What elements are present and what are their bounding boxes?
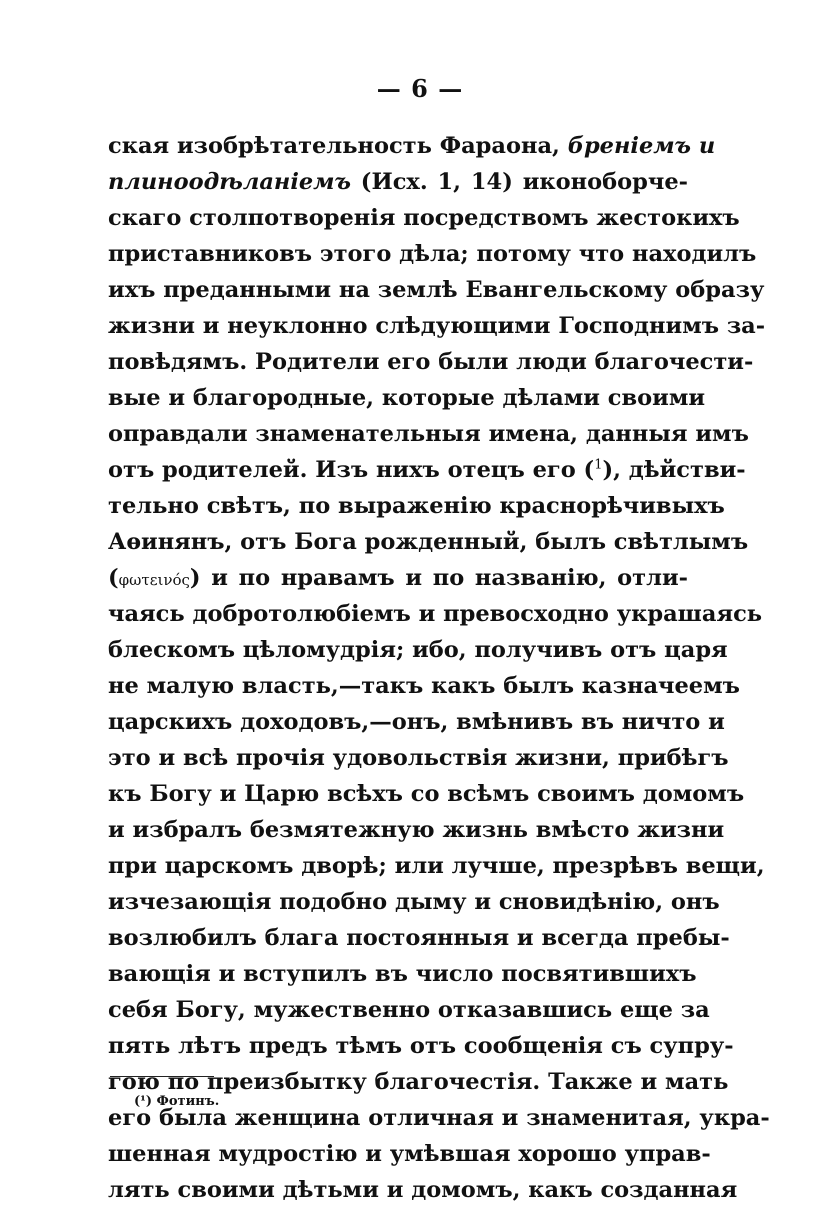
text-line — [108, 200, 740, 236]
text-line — [108, 560, 688, 596]
text-segment: приставниковъ этого дѣла; потому что находилъ — [108, 241, 757, 267]
text-line — [108, 848, 765, 884]
text-line — [108, 416, 749, 452]
text-segment: не малую власть,—такъ какъ былъ казначеемъ — [108, 673, 740, 699]
text-line — [108, 236, 757, 272]
text-segment: ), дѣйстви- — [602, 457, 746, 483]
text-line — [108, 704, 725, 740]
text-segment: бреніемъ и — [567, 133, 716, 159]
text-segment: Аѳинянъ, отъ Бога рожденный, былъ свѣтлымъ — [108, 529, 749, 555]
text-line — [108, 812, 725, 848]
text-segment: ихъ преданными на землѣ Евангельскому образу — [108, 277, 765, 303]
text-line — [108, 1172, 738, 1208]
text-segment: чаясь добротолюбіемъ и превосходно украшаясь — [108, 601, 763, 627]
text-segment: изчезающія подобно дыму и сновидѣнію, онъ — [108, 889, 720, 915]
text-line — [108, 452, 746, 488]
body-text — [108, 128, 770, 1208]
text-segment: скаго столпотворенія посредствомъ жестокихъ — [108, 205, 740, 231]
text-segment: при царскомъ дворѣ; или лучше, презрѣвъ вещи, — [108, 853, 765, 879]
text-segment: блескомъ цѣломудрія; ибо, получивъ отъ царя — [108, 637, 728, 663]
text-segment: отъ родителей. Изъ нихъ отецъ его ( — [108, 457, 595, 483]
text-segment: плиноодѣланіемъ — [108, 169, 351, 195]
text-segment: ская изобрѣтательность Фараона, — [108, 133, 568, 159]
text-segment: себя Богу, мужественно отказавшись еще за — [108, 997, 710, 1023]
text-line — [108, 596, 763, 632]
text-line — [108, 920, 730, 956]
text-segment: его была женщина отличная и знаменитая, укра- — [108, 1105, 770, 1131]
text-segment: гою по преизбытку благочестія. Также и мать — [108, 1069, 729, 1095]
text-segment: повѣдямъ. Родители его были люди благочести- — [108, 349, 754, 375]
text-line — [108, 740, 729, 776]
text-segment: шенная мудростію и умѣвшая хорошо управ- — [108, 1141, 711, 1167]
text-line — [108, 308, 766, 344]
text-segment: лять своими дѣтьми и домомъ, какъ созданная — [108, 1177, 738, 1203]
text-segment: тельно свѣтъ, по выраженію краснорѣчивыхъ — [108, 493, 725, 519]
text-line — [108, 668, 740, 704]
text-line — [108, 128, 716, 164]
text-segment: ( — [108, 565, 119, 591]
text-segment: оправдали знаменательныя имена, данныя имъ — [108, 421, 749, 447]
text-line — [108, 344, 754, 380]
text-line — [108, 1028, 734, 1064]
page-number: — 6 — — [376, 74, 464, 103]
text-line — [108, 992, 710, 1028]
text-segment: это и всѣ прочія удовольствія жизни, прибѣгъ — [108, 745, 729, 771]
text-line — [108, 488, 725, 524]
text-segment: пять лѣтъ предъ тѣмъ отъ сообщенія съ супру- — [108, 1033, 734, 1059]
text-line — [108, 380, 706, 416]
text-line — [108, 884, 720, 920]
text-line — [108, 272, 765, 308]
text-segment: вающія и вступилъ въ число посвятившихъ — [108, 961, 697, 987]
text-segment: (Исх. 1, 14) иконоборче- — [350, 169, 688, 195]
text-segment: φωτεινός — [118, 571, 190, 589]
footnote: (¹) Фотинъ. — [134, 1094, 220, 1109]
text-line — [108, 1136, 711, 1172]
text-segment: ) и по нравамъ и по названію, отли- — [189, 565, 688, 591]
text-line — [108, 956, 697, 992]
footnote-divider — [110, 1076, 214, 1077]
text-segment: жизни и неуклонно слѣдующими Господнимъ за- — [108, 313, 766, 339]
text-line — [108, 164, 688, 200]
text-line — [108, 776, 745, 812]
text-segment: вые и благородные, которые дѣлами своими — [108, 385, 706, 411]
text-segment: возлюбилъ блага постоянныя и всегда пребы- — [108, 925, 730, 951]
text-line — [108, 524, 749, 560]
text-segment: 1 — [594, 457, 603, 473]
text-segment: царскихъ доходовъ,—онъ, вмѣнивъ въ ничто и — [108, 709, 725, 735]
text-segment: къ Богу и Царю всѣхъ со всѣмъ своимъ домомъ — [108, 781, 745, 807]
text-segment: и избралъ безмятежную жизнь вмѣсто жизни — [108, 817, 725, 843]
text-line — [108, 632, 728, 668]
